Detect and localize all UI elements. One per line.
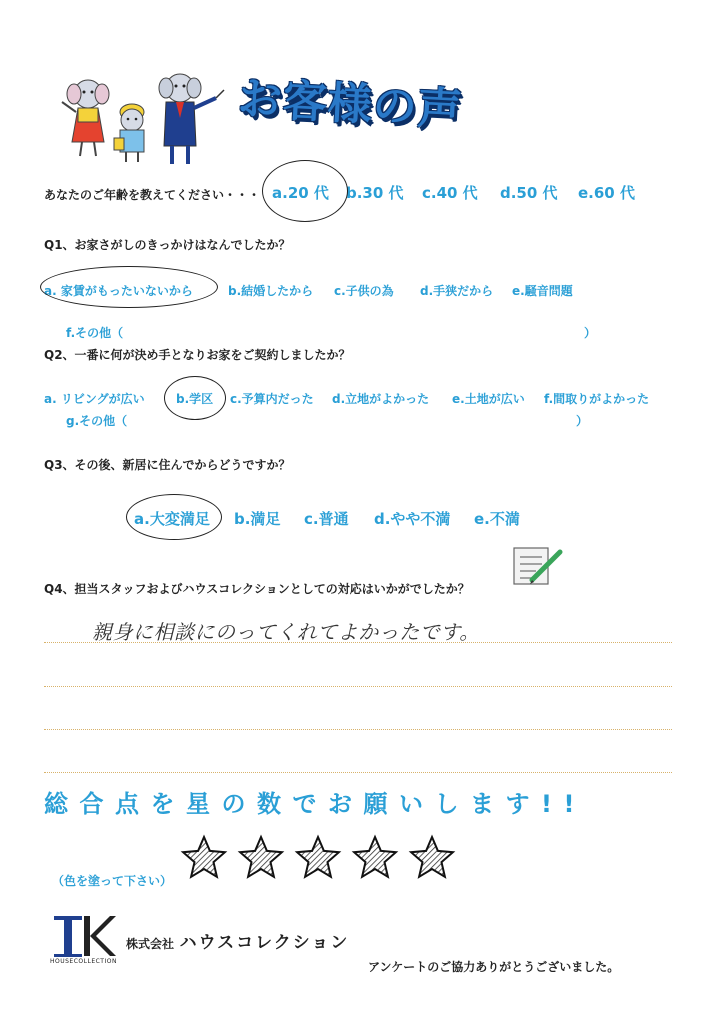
q1-question: Q1、お家さがしのきっかけはなんでしたか？: [44, 238, 291, 252]
q3-option-e[interactable]: e.不満: [474, 510, 520, 528]
q4-question: Q4、担当スタッフおよびハウスコレクションとしての対応はいかがでしたか？: [44, 582, 470, 596]
age-question: あなたのご年齢を教えてください・・・: [44, 188, 261, 202]
age-option-e[interactable]: e.60 代: [578, 184, 635, 202]
q2-option-b[interactable]: b.学区: [176, 392, 214, 406]
age-option-b[interactable]: b.30 代: [346, 184, 404, 202]
answer-line-2: [44, 686, 672, 687]
q2-option-g[interactable]: g.その他（: [66, 414, 128, 428]
q3-question: Q3、その後、新居に住んでからどうですか？: [44, 458, 291, 472]
q2-option-e[interactable]: e.土地が広い: [452, 392, 525, 406]
star-1[interactable]: [180, 834, 228, 882]
company-logo-icon: [52, 914, 118, 962]
elephant-girl-icon: [62, 80, 109, 156]
selection-circle-q1: [40, 266, 218, 308]
total-score-heading: 総合点を星の数でお願いします!!: [44, 790, 586, 818]
q3-option-d[interactable]: d.やや不満: [374, 510, 451, 528]
q2-option-c[interactable]: c.予算内だった: [230, 392, 314, 406]
q1-option-d[interactable]: d.手狭だから: [420, 284, 494, 298]
company-name-text: ハウスコレクション: [179, 933, 350, 953]
q1-option-b[interactable]: b.結婚したから: [228, 284, 314, 298]
q2-other-close: ）: [576, 414, 589, 428]
q1-other-close: ）: [584, 326, 597, 340]
answer-line-3: [44, 729, 672, 730]
answer-line-4: [44, 772, 672, 773]
star-4[interactable]: [351, 834, 399, 882]
answer-line-1: [44, 642, 672, 643]
q3-option-c[interactable]: c.普通: [304, 510, 349, 528]
q2-option-a[interactable]: a. リビングが広い: [44, 392, 145, 406]
thanks-message: アンケートのご協力ありがとうございました。: [368, 960, 620, 974]
age-option-c[interactable]: c.40 代: [422, 184, 478, 202]
mascot-illustration: [56, 72, 226, 168]
age-option-d[interactable]: d.50 代: [500, 184, 558, 202]
star-3[interactable]: [294, 834, 342, 882]
star-instruction: （色を塗って下さい）: [52, 874, 173, 888]
q1-option-e[interactable]: e.騒音問題: [512, 284, 573, 298]
star-2[interactable]: [237, 834, 285, 882]
star-rating[interactable]: [180, 834, 456, 882]
q2-question: Q2、一番に何が決め手となりお家をご契約しましたか？: [44, 348, 351, 362]
notepad-pencil-icon: [510, 544, 566, 588]
company-prefix: 株式会社: [126, 937, 175, 951]
selection-circle-q2: [164, 376, 226, 420]
selection-circle-age: [262, 160, 348, 222]
selection-circle-q3: [126, 494, 222, 540]
page-title: お客様の声: [236, 73, 464, 136]
elephant-man-icon: [159, 74, 224, 164]
company-name: [126, 928, 349, 953]
q1-option-c[interactable]: c.子供の為: [334, 284, 394, 298]
q1-option-a[interactable]: a. 家賃がもったいないから: [44, 284, 193, 298]
q4-handwritten-answer: 親身に相談にのってくれてよかったです。: [92, 620, 480, 644]
star-5[interactable]: [408, 834, 456, 882]
age-option-a[interactable]: a.20 代: [272, 184, 329, 202]
q3-option-b[interactable]: b.満足: [234, 510, 281, 528]
q2-option-d[interactable]: d.立地がよかった: [332, 392, 430, 406]
q2-option-f[interactable]: f.間取りがよかった: [544, 392, 650, 406]
q3-option-a[interactable]: a.大変満足: [134, 510, 210, 528]
company-logo-label: HOUSECOLLECTION: [50, 958, 117, 965]
q1-option-f[interactable]: f.その他（: [66, 326, 124, 340]
elephant-child-icon: [114, 104, 144, 162]
